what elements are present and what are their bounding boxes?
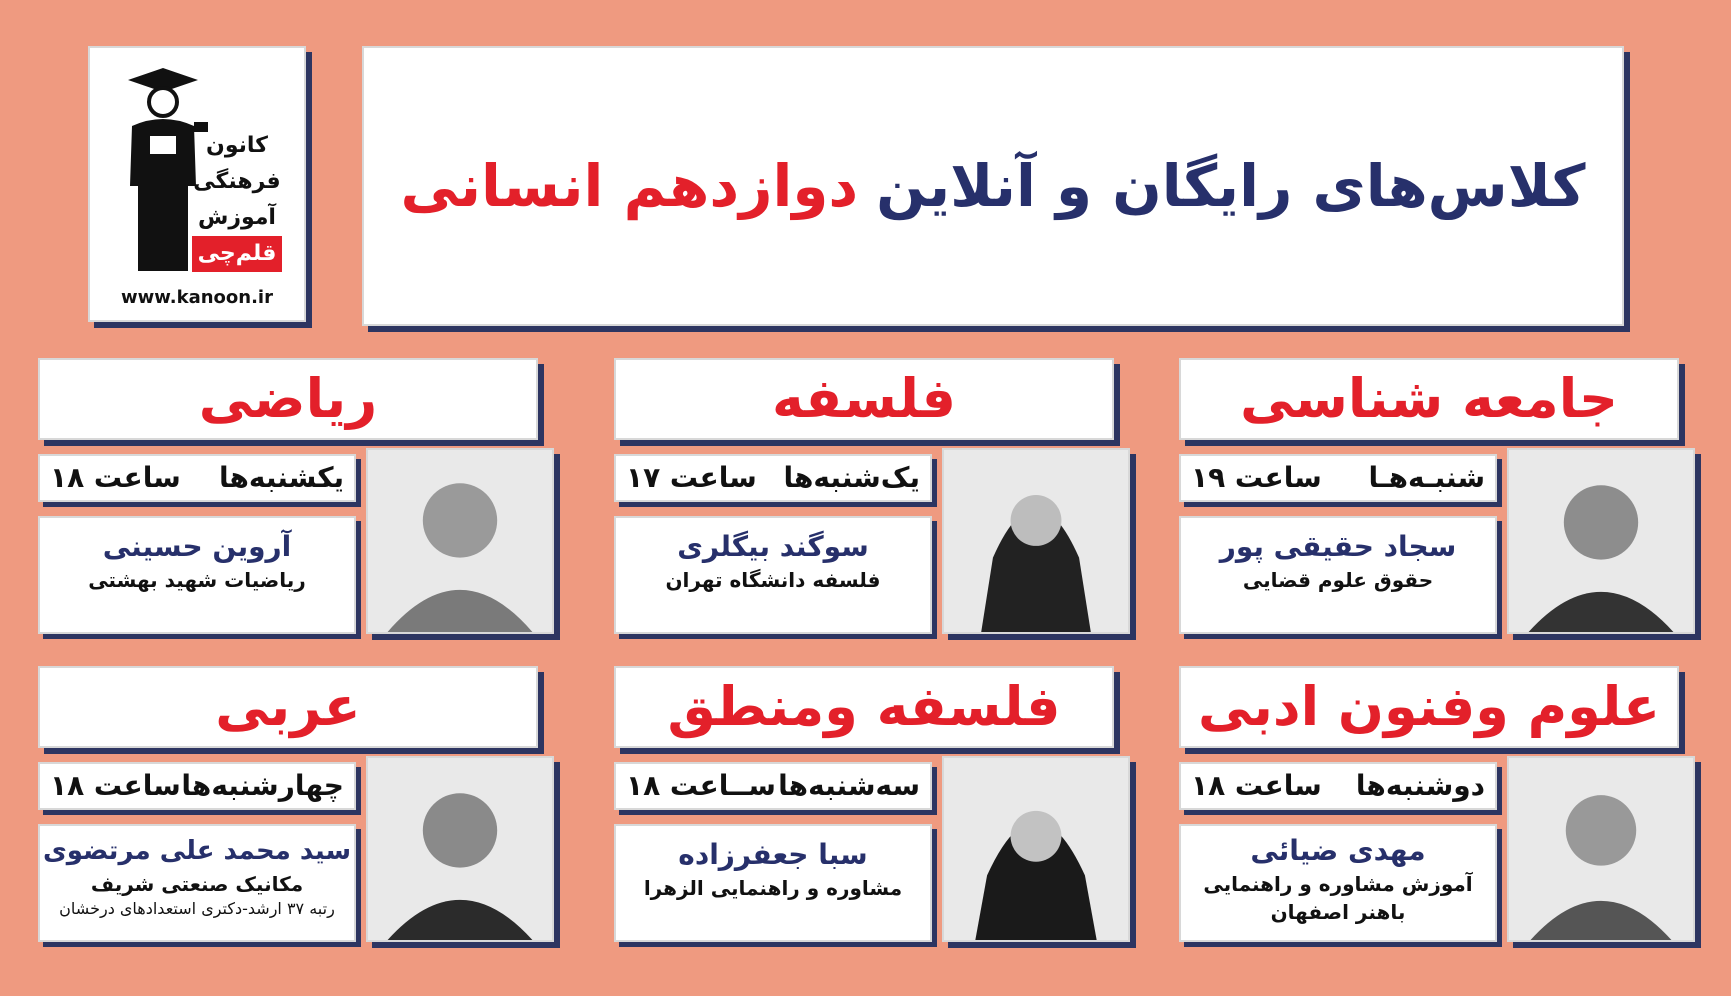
teacher-desc-extra: رتبه ۳۷ ارشد-دکتری استعدادهای درخشان xyxy=(59,899,335,918)
class-card-falsafe xyxy=(614,358,1159,648)
teacher-info xyxy=(38,516,356,634)
teacher-photo xyxy=(366,756,554,942)
teacher-photo xyxy=(942,448,1130,634)
teacher-info xyxy=(614,516,932,634)
page-title xyxy=(362,46,1624,326)
kanoon-logo xyxy=(88,46,306,322)
subject-title: فلسفه xyxy=(614,358,1114,440)
schedule-day: چهارشنبه‌ها xyxy=(181,769,344,802)
schedule xyxy=(1179,454,1497,502)
schedule-time: ســاعت ۱۸ xyxy=(626,769,776,802)
schedule-time: ساعت ۱۹ xyxy=(1191,461,1322,494)
class-card-arabi xyxy=(38,666,583,956)
teacher-name: سبا جعفرزاده xyxy=(678,838,868,871)
schedule-time: ساعت ۱۷ xyxy=(626,461,757,494)
teacher-photo xyxy=(1507,448,1695,634)
teacher-info xyxy=(1179,516,1497,634)
schedule-day: یک‌شنبه‌ها xyxy=(783,461,920,494)
subject-title: عربی xyxy=(38,666,538,748)
title-main: کلاس‌های رایگان و آنلاین xyxy=(876,152,1586,220)
title-highlight: دوازدهم انسانی xyxy=(400,152,859,220)
class-card-jameeshenasi xyxy=(1179,358,1724,648)
schedule xyxy=(38,762,356,810)
teacher-desc: فلسفه دانشگاه تهران xyxy=(665,568,881,592)
teacher-name: مهدی ضیائی xyxy=(1250,834,1426,867)
teacher-name: سجاد حقیقی پور xyxy=(1219,530,1457,563)
teacher-photo xyxy=(366,448,554,634)
logo-line2: فرهنگی xyxy=(193,169,281,194)
teacher-photo xyxy=(1507,756,1695,942)
logo-line4: قلم‌چی xyxy=(192,236,282,272)
schedule-time: ساعت ۱۸ xyxy=(1191,769,1322,802)
teacher-desc: مشاوره و راهنمایی الزهرا xyxy=(643,876,903,900)
teacher-desc-extra: باهنر اصفهان xyxy=(1270,900,1406,924)
schedule-day: سه‌شنبه‌ها xyxy=(778,769,920,802)
schedule xyxy=(1179,762,1497,810)
subject-title: علوم وفنون ادبی xyxy=(1179,666,1679,748)
schedule-day: یکشنبه‌ها xyxy=(218,461,344,494)
teacher-desc: ریاضیات شهید بهشتی xyxy=(88,568,306,592)
logo-url: www.kanoon.ir xyxy=(121,287,273,308)
teacher-name: سوگند بیگلری xyxy=(677,530,869,563)
schedule-day: شنبـه‌هـا xyxy=(1368,461,1485,494)
teacher-info xyxy=(38,824,356,942)
teacher-photo xyxy=(942,756,1130,942)
class-card-riazi xyxy=(38,358,583,648)
teacher-desc: حقوق علوم قضایی xyxy=(1242,568,1434,592)
teacher-info xyxy=(1179,824,1497,942)
schedule-time: ساعت ۱۸ xyxy=(50,769,181,802)
logo-line3: آموزش xyxy=(198,205,276,230)
subject-title: جامعه شناسی xyxy=(1179,358,1679,440)
class-card-oloum-fonoun xyxy=(1179,666,1724,956)
teacher-name: آروین حسینی xyxy=(102,530,292,563)
teacher-desc: آموزش مشاوره و راهنمایی xyxy=(1203,872,1473,896)
logo-wordmark xyxy=(192,128,282,272)
schedule-time: ساعت ۱۸ xyxy=(50,461,181,494)
schedule-day: دوشنبه‌ها xyxy=(1355,769,1485,802)
teacher-info xyxy=(614,824,932,942)
teacher-desc: مکانیک صنعتی شریف xyxy=(90,872,304,896)
teacher-name: سید محمد علی مرتضوی xyxy=(42,836,352,866)
logo-line1: کانون xyxy=(206,133,268,158)
class-card-falsafe-mantegh xyxy=(614,666,1159,956)
subject-title: ریاضی xyxy=(38,358,538,440)
subject-title: فلسفه ومنطق xyxy=(614,666,1114,748)
schedule xyxy=(38,454,356,502)
schedule xyxy=(614,762,932,810)
schedule xyxy=(614,454,932,502)
